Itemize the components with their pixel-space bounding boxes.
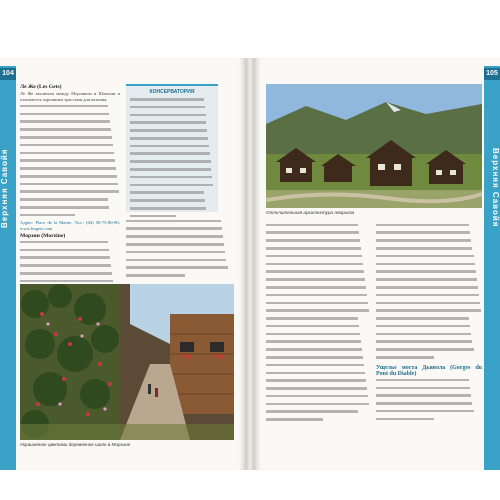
text-line (130, 137, 214, 143)
text-line (20, 206, 120, 212)
text-line (20, 159, 120, 165)
text-line (376, 278, 482, 284)
text-line (130, 160, 214, 166)
text-line (20, 175, 120, 181)
text-line (376, 239, 482, 245)
text-line (376, 255, 482, 261)
text-line (20, 120, 120, 126)
text-line (130, 98, 214, 104)
book-gutter (246, 58, 254, 470)
text-line (20, 272, 120, 278)
text-line (20, 264, 120, 270)
text-line (266, 224, 370, 230)
text-line (266, 372, 370, 378)
text-line (376, 348, 482, 354)
text-line (376, 340, 482, 346)
text-line (376, 263, 482, 269)
text-line (266, 278, 370, 284)
text-line (266, 309, 370, 315)
morzine-heading: Морзин (Morzine) (20, 233, 66, 240)
text-line (130, 152, 214, 158)
text-line (126, 243, 234, 249)
left-column-2-body (126, 220, 234, 281)
left-section-label: Верхняя Савойя (0, 148, 9, 228)
text-line (130, 191, 214, 197)
right-column-2 (376, 222, 482, 424)
devils-bridge-heading: Ущелье моста Дьявола (Gorges du Pont du Diable) (376, 365, 482, 378)
avoriaz-photo (266, 84, 482, 208)
text-line (376, 286, 482, 292)
text-line (376, 309, 482, 315)
text-line (266, 294, 370, 300)
text-line (266, 403, 370, 409)
text-line (376, 410, 482, 416)
morzine-chalet-image (20, 284, 234, 440)
text-line (266, 302, 370, 308)
text-line (20, 190, 120, 196)
text-line (266, 270, 370, 276)
text-line (266, 395, 370, 401)
text-line (266, 263, 370, 269)
text-line (376, 317, 482, 323)
text-line (130, 176, 214, 182)
text-line (126, 220, 234, 226)
right-page-number: 105 (484, 68, 500, 80)
text-line (126, 259, 234, 265)
text-line (20, 144, 120, 150)
left-page (0, 58, 246, 470)
left-column-2 (126, 218, 234, 280)
text-line (376, 333, 482, 339)
text-line (20, 241, 120, 247)
text-line (376, 270, 482, 276)
avoriaz-image (266, 84, 482, 208)
les-gets-links: Адрес: Place de la Mairie. Тел.: (04) 50-75-80-80; www.lesgets.com (20, 219, 120, 231)
sidebar-body (130, 98, 214, 221)
text-line (126, 227, 234, 233)
text-line (376, 247, 482, 253)
text-line (266, 333, 370, 339)
text-line (376, 387, 482, 393)
les-gets-heading: Ле Же (Les Gets) (20, 84, 62, 90)
text-line (266, 286, 370, 292)
text-line (20, 136, 120, 142)
text-line (266, 387, 370, 393)
text-line (266, 379, 370, 385)
text-line (130, 129, 214, 135)
text-line (376, 302, 482, 308)
text-line (130, 199, 214, 205)
text-line (20, 113, 120, 119)
text-line (376, 231, 482, 237)
right-side-tab (484, 66, 500, 470)
text-line (266, 356, 370, 362)
sidebar-title: КОНСЕРВАТОРИЯ (149, 89, 195, 95)
text-line (266, 325, 370, 331)
conservatory-sidebar (126, 84, 218, 212)
text-line (266, 348, 370, 354)
text-line (126, 235, 234, 241)
right-column-1-body (266, 224, 370, 425)
text-line (266, 255, 370, 261)
right-page (254, 58, 500, 470)
text-line (130, 114, 214, 120)
text-line (376, 356, 482, 362)
text-line (20, 167, 120, 173)
text-line (20, 198, 120, 204)
text-line (266, 364, 370, 370)
text-line (20, 183, 120, 189)
text-line (376, 379, 482, 385)
right-column-1 (266, 222, 370, 424)
text-line (130, 207, 214, 213)
text-line (266, 410, 370, 416)
text-line (376, 394, 482, 400)
text-line (266, 231, 370, 237)
text-line (130, 145, 214, 151)
text-line (130, 168, 214, 174)
right-photo-caption: Отличительная архитектура Аворьяза (266, 210, 355, 215)
text-line (126, 251, 234, 257)
les-gets-lead: Ле Же заключен между Морзином и Шамони и отличается хорошими трассами для катания. (20, 91, 120, 103)
text-line (20, 152, 120, 158)
text-line (130, 121, 214, 127)
text-line (20, 256, 120, 262)
text-line (376, 294, 482, 300)
book-spread (0, 58, 500, 470)
text-line (130, 184, 214, 190)
left-page-number: 104 (0, 68, 16, 80)
text-line (266, 247, 370, 253)
right-section-label: Верхняя Савойя (491, 148, 500, 228)
text-line (266, 418, 370, 424)
text-line (126, 274, 234, 280)
text-line (266, 340, 370, 346)
text-line (20, 105, 120, 111)
text-line (376, 325, 482, 331)
text-line (130, 106, 214, 112)
text-line (376, 418, 482, 424)
left-side-tab (0, 66, 16, 470)
morzine-chalet-photo (20, 284, 234, 440)
text-line (376, 224, 482, 230)
devils-bridge-body (376, 379, 482, 424)
text-line (376, 402, 482, 408)
text-line (126, 266, 234, 272)
les-gets-body (20, 105, 120, 220)
left-column-1 (20, 84, 120, 309)
text-line (266, 317, 370, 323)
left-photo-caption: Украшенное цветами деревянное шале в Морзине (20, 442, 131, 447)
right-column-2-body (376, 224, 482, 362)
text-line (266, 239, 370, 245)
text-line (20, 128, 120, 134)
text-line (20, 249, 120, 255)
